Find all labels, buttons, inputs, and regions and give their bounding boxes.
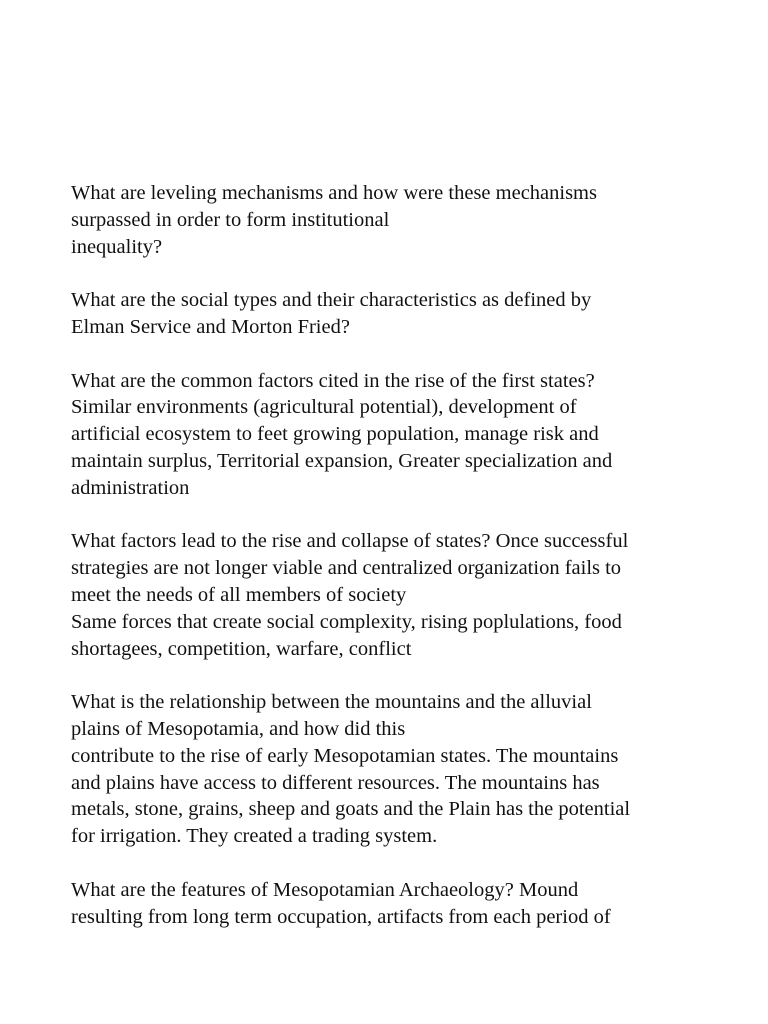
text-line: inequality? (71, 235, 163, 258)
text-line: maintain surplus, Territorial expansion, Greater specialization and (71, 449, 613, 472)
paragraph-common-factors (71, 368, 711, 502)
text-line: administration (71, 476, 190, 499)
text-line: meet the needs of all members of society (71, 583, 407, 606)
text-line: artificial ecosystem to feet growing population, manage risk and (71, 423, 599, 446)
text-line: for irrigation. They created a trading system. (71, 825, 438, 848)
text-line: Same forces that create social complexity, rising poplulations, food (71, 610, 622, 633)
text-line: What is the relationship between the mountains and the alluvial (71, 691, 592, 714)
text-line: Elman Service and Morton Fried? (71, 315, 350, 338)
paragraph-leveling-mechanisms (71, 180, 711, 260)
text-line: What are the social types and their characteristics as defined by (71, 289, 592, 312)
text-line: and plains have access to different resources. The mountains has (71, 771, 600, 794)
text-line: What factors lead to the rise and collapse of states? Once successful (71, 530, 629, 553)
paragraph-mountains-plains (71, 689, 711, 850)
text-line: surpassed in order to form institutional (71, 208, 390, 231)
paragraph-rise-collapse (71, 528, 711, 662)
text-line: What are the features of Mesopotamian Archaeology? Mound (71, 878, 579, 901)
text-line: contribute to the rise of early Mesopotamian states. The mountains (71, 744, 619, 767)
text-line: plains of Mesopotamia, and how did this (71, 717, 406, 740)
text-line: Similar environments (agricultural potential), development of (71, 396, 577, 419)
text-line: shortagees, competition, warfare, conflict (71, 637, 412, 660)
text-line: metals, stone, grains, sheep and goats and the Plain has the potential (71, 798, 631, 821)
document-body (71, 180, 711, 957)
text-line: What are the common factors cited in the rise of the first states? (71, 369, 595, 392)
text-line: What are leveling mechanisms and how were these mechanisms (71, 182, 597, 204)
paragraph-social-types (71, 287, 711, 341)
paragraph-archaeology-features (71, 877, 711, 931)
text-line: resulting from long term occupation, artifacts from each period of (71, 905, 611, 928)
text-line: strategies are not longer viable and centralized organization fails to (71, 557, 622, 580)
